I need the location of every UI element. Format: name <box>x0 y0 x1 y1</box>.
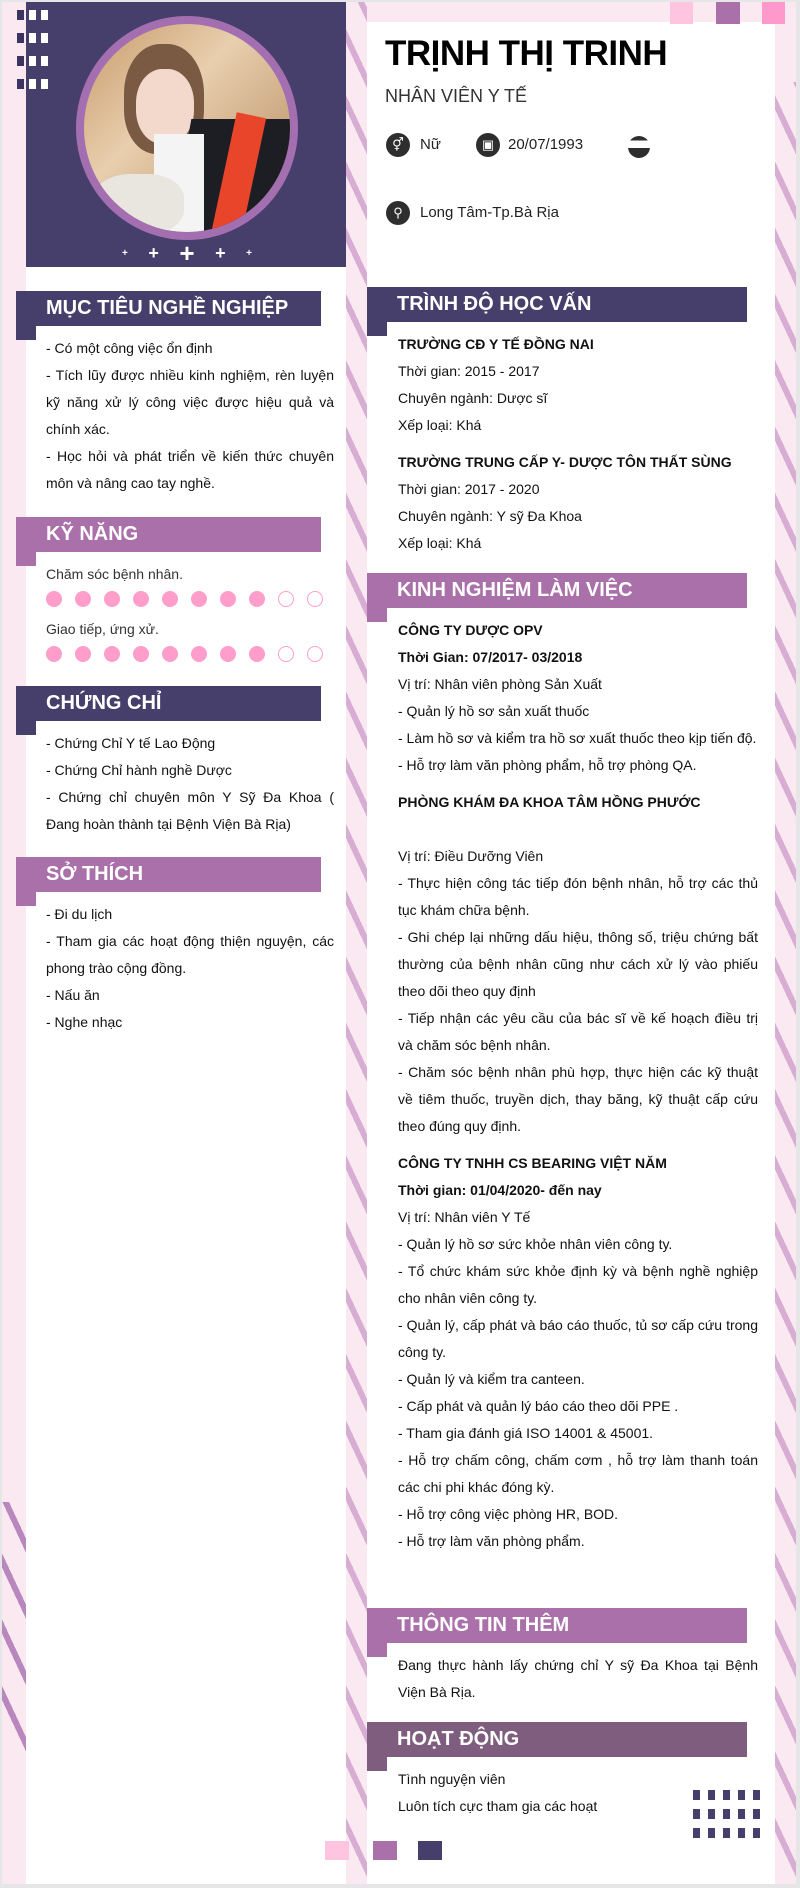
hobby-item: - Nấu ăn <box>46 987 100 1003</box>
job-position: Vị trí: Điều Dưỡng Viên <box>398 848 544 864</box>
job-task: - Hỗ trợ chấm công, chấm cơm , hỗ trợ làm thanh toán các chi phi khác đóng kỳ. <box>398 1452 758 1495</box>
section-title: THÔNG TIN THÊM <box>397 1614 570 1636</box>
certificate-item: - Chứng chỉ chuyên môn Y Sỹ Đa Khoa ( Đang hoàn thành tại Bệnh Viện Bà Rịa) <box>46 789 334 832</box>
phone-icon <box>628 136 650 158</box>
rating-dot-empty <box>307 646 323 662</box>
section-header-education <box>367 287 747 322</box>
rating-dot-filled <box>220 646 236 662</box>
job-task: - Quản lý, cấp phát và báo cáo thuốc, tủ sơ cấp cứu trong công ty. <box>398 1317 758 1360</box>
rating-dot-empty <box>307 591 323 607</box>
section-title: MỤC TIÊU NGHỀ NGHIỆP <box>46 297 289 319</box>
job-task: - Hỗ trợ làm văn phòng phẩm, hỗ trợ phòng QA. <box>398 757 697 773</box>
objective-item: - Tích lũy được nhiều kinh nghiệm, rèn luyện kỹ năng xử lý công việc được hiệu quả và chính xác. <box>46 367 334 437</box>
skill-name: Chăm sóc bệnh nhân. <box>46 566 183 582</box>
decor-dots <box>17 10 48 89</box>
decor-square <box>418 1841 442 1860</box>
rating-dot-filled <box>46 591 62 607</box>
rating-dot-filled <box>162 591 178 607</box>
job-task: - Hỗ trợ công việc phòng HR, BOD. <box>398 1506 619 1522</box>
job-time: Thời gian: 01/04/2020- đến nay <box>398 1182 602 1198</box>
objective-item: - Có một công việc ổn định <box>46 340 213 356</box>
school-major: Chuyên ngành: Dược sĩ <box>398 390 548 406</box>
decor-plus-signs: + + + + + <box>122 237 252 268</box>
decor-square <box>716 2 740 24</box>
school-entry <box>398 449 758 557</box>
rating-dot-empty <box>278 646 294 662</box>
certificate-item: - Chứng Chỉ hành nghề Dược <box>46 762 232 778</box>
resume-page <box>2 2 796 1884</box>
objective-item: - Học hỏi và phát triển về kiến thức chuyên môn và nâng cao tay nghề. <box>46 448 334 491</box>
school-time: Thời gian: 2015 - 2017 <box>398 363 540 379</box>
decor-dots <box>693 1790 758 1838</box>
job-time: Thời Gian: 07/2017- 03/2018 <box>398 649 583 665</box>
rating-dot-filled <box>75 646 91 662</box>
decor-square <box>670 2 693 24</box>
location-icon: ⚲ <box>386 201 410 225</box>
hobby-item: - Nghe nhạc <box>46 1014 123 1030</box>
school-name: TRƯỜNG CĐ Y TẾ ĐỒNG NAI <box>398 336 594 352</box>
section-title: TRÌNH ĐỘ HỌC VẤN <box>397 293 592 315</box>
job-task: - Quản lý hồ sơ sức khỏe nhân viên công ty. <box>398 1236 673 1252</box>
job-task: - Quản lý và kiểm tra canteen. <box>398 1371 585 1387</box>
decorative-stripes <box>775 82 796 1884</box>
skill-rating <box>46 643 334 665</box>
extra-info: Đang thực hành lấy chứng chỉ Y sỹ Đa Khoa tại Bệnh Viện Bà Rịa. <box>398 1657 758 1700</box>
section-header-certificates <box>16 686 321 721</box>
job-task: - Ghi chép lại những dấu hiệu, thông số, triệu chứng bất thường của bệnh nhân cũng như cách xử lý vào phiếu theo dõi theo quy định <box>398 929 758 999</box>
decorative-stripes <box>346 2 367 1884</box>
rating-dot-filled <box>249 646 265 662</box>
activities-list <box>398 1766 698 1820</box>
section-header-skills <box>16 517 321 552</box>
rating-dot-filled <box>104 646 120 662</box>
rating-dot-filled <box>220 591 236 607</box>
job-task: - Chăm sóc bệnh nhân phù hợp, thực hiện các kỹ thuật về tiêm thuốc, truyền dịch, thay băng, kỹ thuật cấp cứu theo đúng quy định. <box>398 1064 758 1134</box>
rating-dot-filled <box>75 591 91 607</box>
job-company: CÔNG TY TNHH CS BEARING VIỆT NĂM <box>398 1155 667 1171</box>
job-task: - Thực hiện công tác tiếp đón bệnh nhân, hỗ trợ các thủ tục khám chữa bệnh. <box>398 875 758 918</box>
rating-dot-filled <box>191 646 207 662</box>
address: Long Tâm-Tp.Bà Rịa <box>420 204 559 221</box>
rating-dot-filled <box>46 646 62 662</box>
job-task: - Quản lý hồ sơ sản xuất thuốc <box>398 703 590 719</box>
rating-dot-filled <box>133 646 149 662</box>
rating-dot-filled <box>133 591 149 607</box>
hobby-item: - Tham gia các hoạt động thiện nguyện, các phong trào cộng đồng. <box>46 933 334 976</box>
job-company: PHÒNG KHÁM ĐA KHOA TÂM HỒNG PHƯỚC <box>398 794 701 810</box>
skill-name: Giao tiếp, ứng xử. <box>46 621 159 637</box>
job-task: - Cấp phát và quản lý báo cáo theo dõi PPE . <box>398 1398 679 1414</box>
job-entry <box>398 617 758 779</box>
rating-dot-filled <box>191 591 207 607</box>
certificate-item: - Chứng Chỉ Y tế Lao Động <box>46 735 216 751</box>
job-position: Vị trí: Nhân viên Y Tế <box>398 1209 531 1225</box>
school-rank: Xếp loại: Khá <box>398 417 482 433</box>
decorative-stripes <box>2 1502 26 1752</box>
certificates-list <box>46 730 334 838</box>
activity-item: Tình nguyện viên <box>398 1771 506 1787</box>
objective-list <box>46 335 334 497</box>
section-title: KỸ NĂNG <box>46 523 139 545</box>
job-title: NHÂN VIÊN Y TẾ <box>385 86 528 106</box>
experience-list <box>398 617 758 1555</box>
job-task: - Tiếp nhận các yêu cầu của bác sĩ về kế hoạch điều trị và chăm sóc bệnh nhân. <box>398 1010 758 1053</box>
job-position: Vị trí: Nhân viên phòng Sản Xuất <box>398 676 602 692</box>
section-title: HOẠT ĐỘNG <box>397 1728 520 1750</box>
section-header-objective <box>16 291 321 326</box>
rating-dot-filled <box>104 591 120 607</box>
school-name: TRƯỜNG TRUNG CẤP Y- DƯỢC TÔN THẤT SÙNG <box>398 454 732 470</box>
decor-square <box>325 1841 349 1860</box>
decor-square <box>373 1841 397 1860</box>
job-entry <box>398 789 758 1140</box>
hobby-item: - Đi du lịch <box>46 906 113 922</box>
gender-icon: ⚥ <box>386 133 410 157</box>
gender: Nữ <box>420 136 441 153</box>
school-major: Chuyên ngành: Y sỹ Đa Khoa <box>398 508 582 524</box>
decor-square <box>762 2 785 24</box>
section-header-extra <box>367 1608 747 1643</box>
section-header-experience <box>367 573 747 608</box>
section-title: SỞ THÍCH <box>46 863 144 885</box>
job-task: - Tham gia đánh giá ISO 14001 & 45001. <box>398 1425 654 1441</box>
calendar-icon: ▣ <box>476 133 500 157</box>
job-task: - Tổ chức khám sức khỏe định kỳ và bệnh nghề nghiệp cho nhân viên công ty. <box>398 1263 758 1306</box>
job-task: - Làm hồ sơ và kiểm tra hồ sơ xuất thuốc theo kịp tiến độ. <box>398 730 757 746</box>
section-header-hobbies <box>16 857 321 892</box>
activity-item: Luôn tích cực tham gia các hoạt <box>398 1798 598 1814</box>
education-list <box>398 331 758 557</box>
section-header-activities <box>367 1722 747 1757</box>
school-entry <box>398 331 758 439</box>
candidate-name: TRỊNH THỊ TRINH <box>385 34 668 73</box>
birthday: 20/07/1993 <box>508 136 584 153</box>
hobbies-list <box>46 901 334 1036</box>
rating-dot-filled <box>249 591 265 607</box>
school-time: Thời gian: 2017 - 2020 <box>398 481 540 497</box>
avatar <box>76 16 298 240</box>
section-title: CHỨNG CHỈ <box>46 692 162 714</box>
rating-dot-empty <box>278 591 294 607</box>
rating-dot-filled <box>162 646 178 662</box>
section-title: KINH NGHIỆM LÀM VIỆC <box>397 579 633 601</box>
job-company: CÔNG TY DƯỢC OPV <box>398 622 543 638</box>
job-task: - Hỗ trợ làm văn phòng phẩm. <box>398 1533 585 1549</box>
skill-rating <box>46 588 334 610</box>
job-time <box>398 816 758 843</box>
job-entry <box>398 1150 758 1555</box>
school-rank: Xếp loại: Khá <box>398 535 482 551</box>
skills-list <box>46 561 334 665</box>
